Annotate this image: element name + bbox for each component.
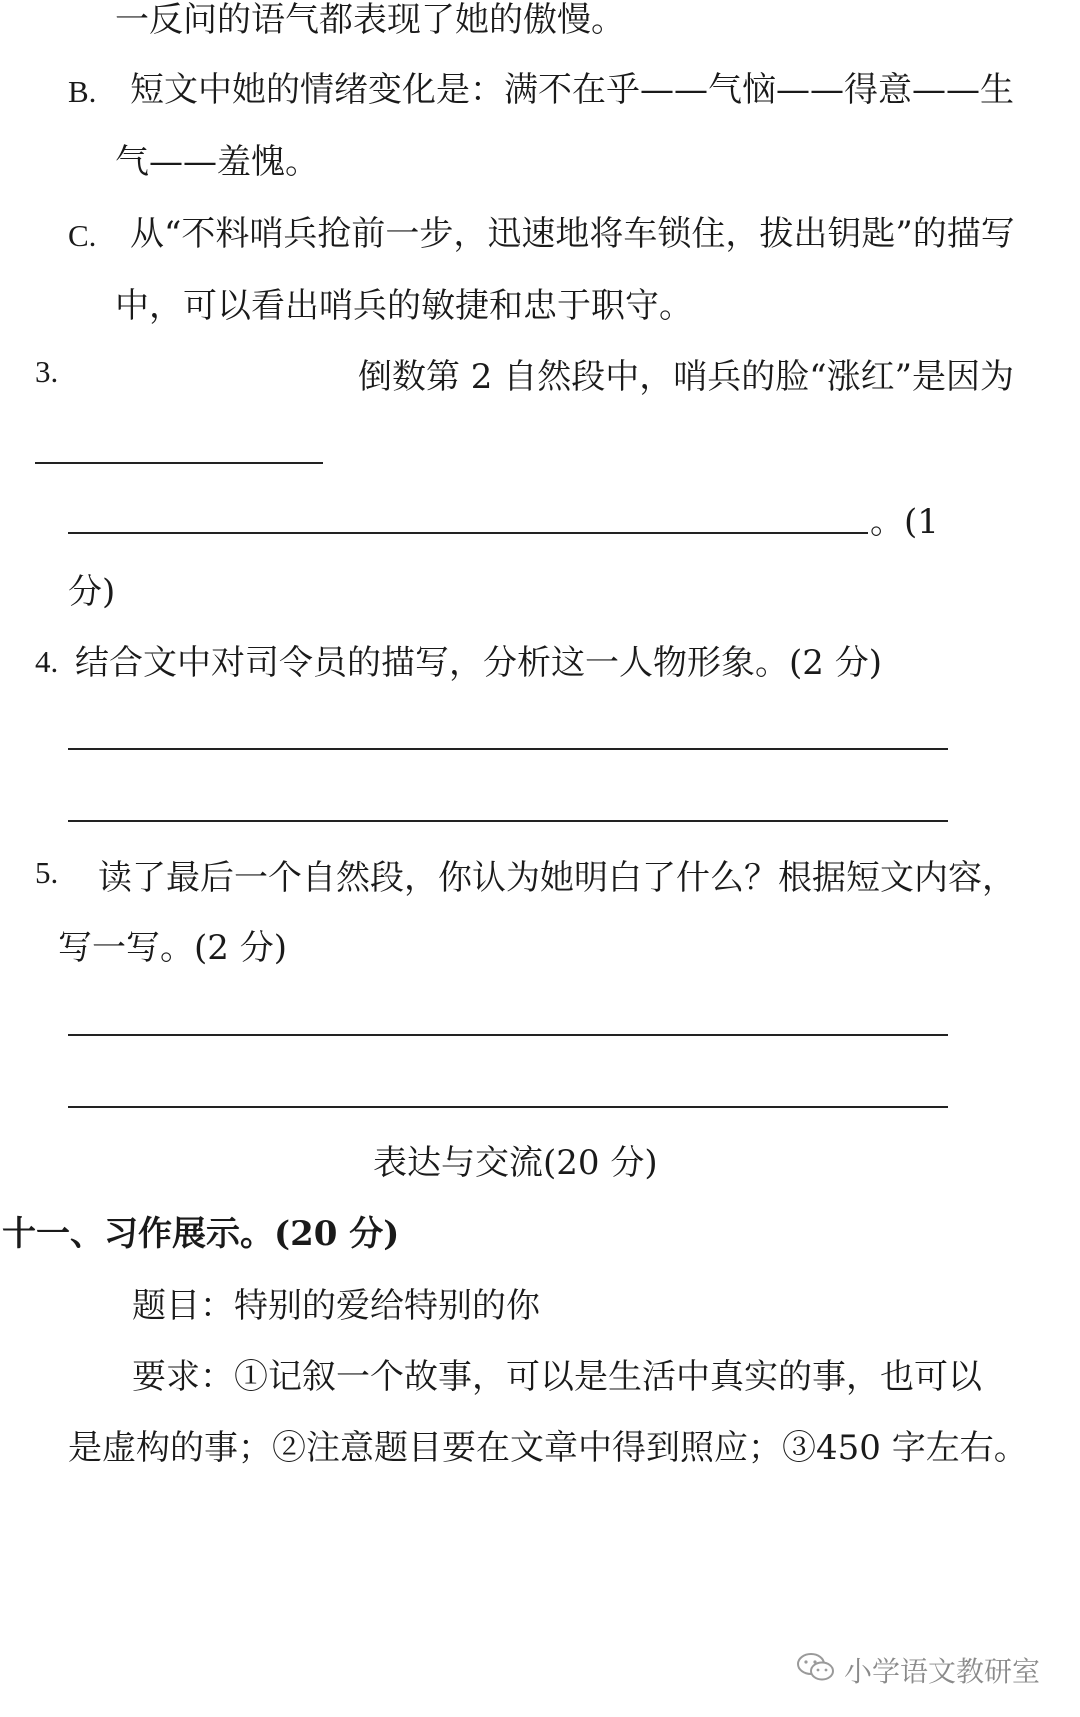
question-3-score-continuation: 分) [68, 572, 116, 612]
composition-topic: 题目：特别的爱给特别的你 [132, 1286, 540, 1326]
option-a-continuation: 一反问的语气都表现了她的傲慢。 [115, 0, 625, 40]
question-11-heading: 十一、习作展示。(20 分) [2, 1214, 400, 1254]
wechat-icon [796, 1651, 844, 1690]
question-5-text-continuation: 写一写。(2 分) [58, 928, 287, 968]
composition-requirement: 要求：①记叙一个故事，可以是生活中真实的事，也可以 [132, 1357, 982, 1397]
question-5-text: 读了最后一个自然段，你认为她明白了什么？根据短文内容， [98, 858, 1016, 898]
watermark-text: 小学语文教研室 [843, 1655, 1040, 1688]
option-b-text: 短文中她的情绪变化是：满不在乎——气恼——得意——生 [130, 70, 1014, 110]
section-title: 表达与交流(20 分) [373, 1143, 658, 1183]
answer-line [35, 462, 323, 464]
answer-line [68, 748, 948, 750]
question-4-number: 4. [35, 644, 59, 679]
option-b-label: B. [68, 74, 97, 109]
question-5-number: 5. [35, 855, 59, 890]
answer-line [68, 820, 948, 822]
option-c-text-continuation: 中，可以看出哨兵的敏捷和忠于职守。 [115, 286, 693, 326]
option-b-text-continuation: 气——羞愧。 [115, 142, 319, 182]
answer-line [68, 532, 868, 534]
answer-line [68, 1106, 948, 1108]
question-3-text: 倒数第 2 自然段中，哨兵的脸“涨红”是因为 [358, 357, 1015, 397]
question-3-score: 。(1 [870, 502, 939, 542]
composition-requirement-continuation: 是虚构的事；②注意题目要在文章中得到照应；③450 字左右。 [68, 1428, 1028, 1468]
answer-line [68, 1034, 948, 1036]
option-c-label: C. [68, 218, 97, 253]
question-4-text: 结合文中对司令员的描写，分析这一人物形象。(2 分) [75, 643, 882, 683]
question-3-number: 3. [35, 354, 59, 389]
option-c-text: 从“不料哨兵抢前一步，迅速地将车锁住，拔出钥匙”的描写 [130, 214, 1015, 254]
watermark [796, 1650, 1040, 1690]
